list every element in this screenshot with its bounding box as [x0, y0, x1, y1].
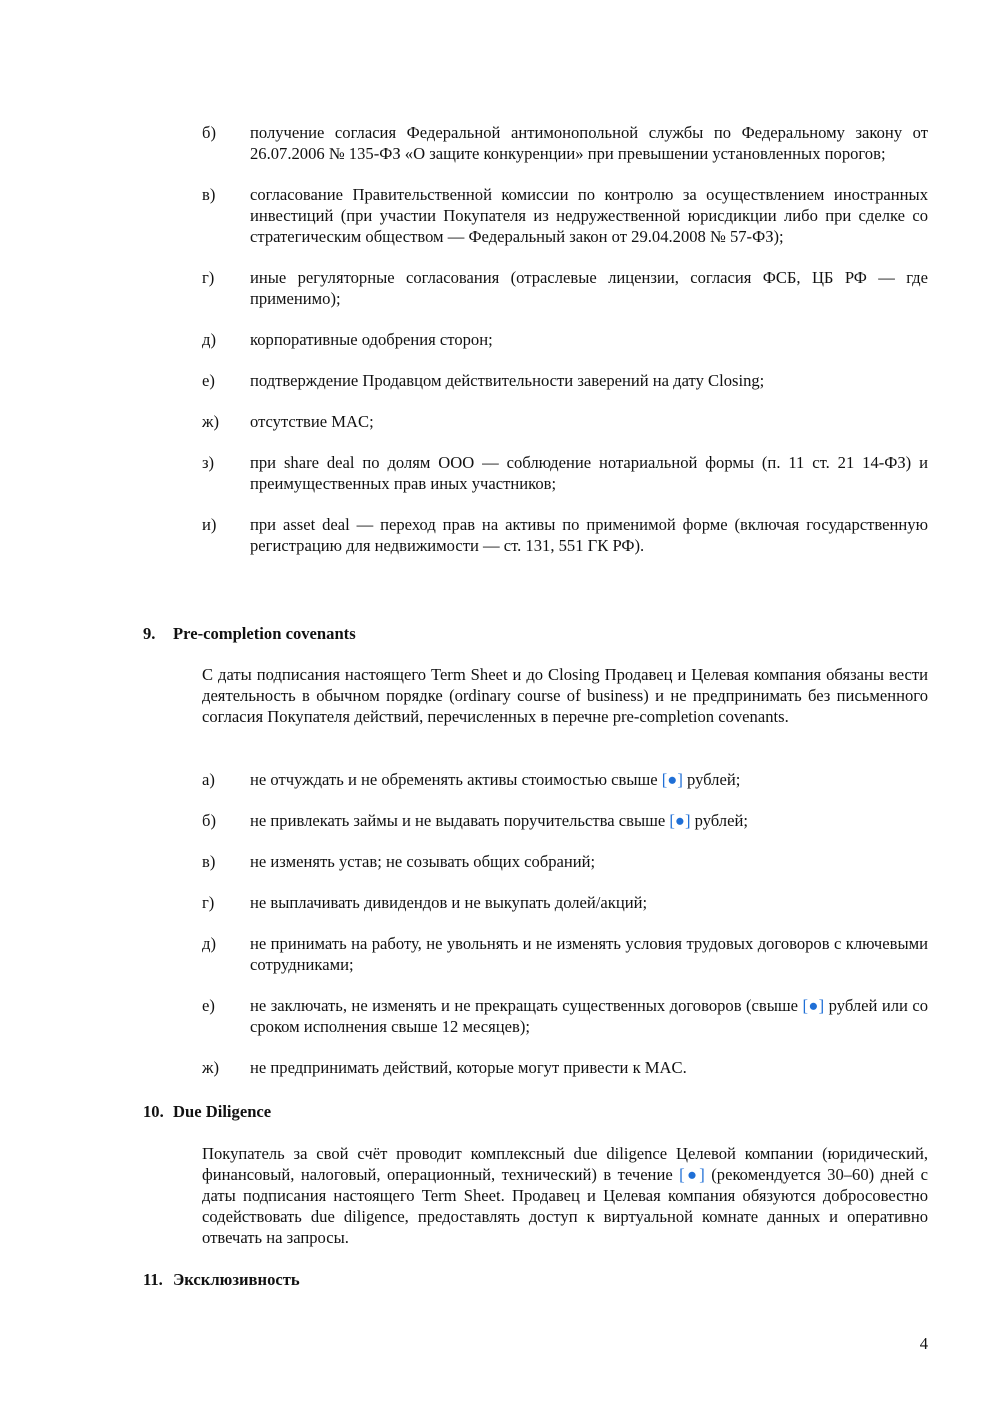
list-marker: в)	[202, 852, 216, 871]
placeholder: [●]	[661, 770, 683, 789]
list-marker: е)	[202, 996, 215, 1015]
list-item-text: подтверждение Продавцом действительности заверений на дату Closing;	[250, 371, 765, 390]
list-item	[202, 933, 928, 975]
list-marker: ж)	[202, 412, 219, 431]
list-item-text: не заключать, не изменять и не прекращать существенных договоров (свыше [●] рублей или со сроком исполнения свыше 12 месяцев);	[250, 996, 928, 1036]
list-marker: д)	[202, 330, 216, 349]
section-title: Pre-completion covenants	[173, 624, 356, 643]
page-number: 4	[919, 1334, 928, 1353]
list-item-text: корпоративные одобрения сторон;	[250, 330, 493, 349]
list-item-text: получение согласия Федеральной антимонопольной службы по Федеральному закону от 26.07.2006 № 135-ФЗ «О защите конкуренции» при превышении установленных порогов;	[250, 123, 928, 163]
list-item-text: при share deal по долям ООО — соблюдение нотариальной формы (п. 11 ст. 21 14-ФЗ) и преимущественных прав иных участников;	[250, 453, 928, 493]
section-paragraph: С даты подписания настоящего Term Sheet и до Closing Продавец и Целевая компания обязаны вести деятельность в обычном порядке (ordinary course of business) и не предпринимать без письменного согласия Покупателя действий, перечисленных в перечне pre-completion covenants.	[202, 665, 928, 726]
list-item	[202, 122, 928, 164]
section-title: Эксклюзивность	[173, 1270, 300, 1289]
list-item-text: не изменять устав; не созывать общих собраний;	[250, 852, 596, 871]
list-item-text: отсутствие MAC;	[250, 412, 374, 431]
section-paragraph: Покупатель за свой счёт проводит комплексный due diligence Целевой компании (юридический, финансовый, налоговый, операционный, технический) в течение [●] (рекомендуется 30–60) дней с даты подписания настоящего Term Sheet. Продавец и Целевая компания обязуются добросовестно содействовать due diligence, предоставлять доступ к виртуальной комнате данных и оперативно отвечать на запросы.	[202, 1144, 928, 1247]
list-item-text: не привлекать займы и не выдавать поручительства свыше [●] рублей;	[250, 811, 748, 830]
placeholder: [●]	[802, 996, 825, 1015]
list-marker: з)	[202, 453, 215, 472]
section-heading	[143, 1101, 271, 1122]
list-marker: ж)	[202, 1058, 219, 1077]
list-item-text: не принимать на работу, не увольнять и не изменять условия трудовых договоров с ключевыми сотрудниками;	[250, 934, 928, 974]
list-item-text: не предпринимать действий, которые могут привести к MAC.	[250, 1058, 687, 1077]
list-marker: е)	[202, 371, 215, 390]
list-item	[202, 452, 928, 494]
section-number: 11.	[143, 1270, 163, 1289]
conditions-list	[202, 122, 928, 576]
list-item	[202, 995, 928, 1037]
list-item	[202, 267, 928, 309]
section-heading	[143, 1269, 300, 1290]
list-item	[202, 769, 928, 790]
list-item-text: согласование Правительственной комиссии по контролю за осуществлением иностранных инвестиций (при участии Покупателя из недружественной юрисдикции либо при сделке со стратегическим обществом — Федеральный закон от 29.04.2008 № 57-ФЗ);	[250, 185, 928, 246]
list-item	[202, 810, 928, 831]
section-number: 10.	[143, 1102, 164, 1121]
list-item	[202, 514, 928, 556]
list-marker: а)	[202, 770, 215, 789]
list-marker: б)	[202, 123, 216, 142]
list-item	[202, 411, 928, 432]
list-item	[202, 851, 928, 872]
placeholder: [●]	[669, 811, 691, 830]
list-marker: д)	[202, 934, 216, 953]
section-title: Due Diligence	[173, 1102, 272, 1121]
list-marker: б)	[202, 811, 216, 830]
section-heading	[143, 623, 356, 644]
placeholder: [●]	[679, 1165, 705, 1184]
section-number: 9.	[143, 624, 156, 643]
covenants-list	[202, 769, 928, 1098]
list-marker: г)	[202, 268, 215, 287]
list-item	[202, 329, 928, 350]
list-item-text: не выплачивать дивидендов и не выкупать долей/акций;	[250, 893, 648, 912]
list-item-text: не отчуждать и не обременять активы стоимостью свыше [●] рублей;	[250, 770, 741, 789]
list-marker: и)	[202, 515, 217, 534]
list-item	[202, 1057, 928, 1078]
list-item	[202, 370, 928, 391]
list-item	[202, 892, 928, 913]
list-item-text: при asset deal — переход прав на активы по применимой форме (включая государственную регистрацию для недвижимости — ст. 131, 551 ГК РФ).	[250, 515, 928, 555]
list-marker: в)	[202, 185, 216, 204]
list-item-text: иные регуляторные согласования (отраслевые лицензии, согласия ФСБ, ЦБ РФ — где применимо);	[250, 268, 928, 308]
list-item	[202, 184, 928, 247]
list-marker: г)	[202, 893, 215, 912]
